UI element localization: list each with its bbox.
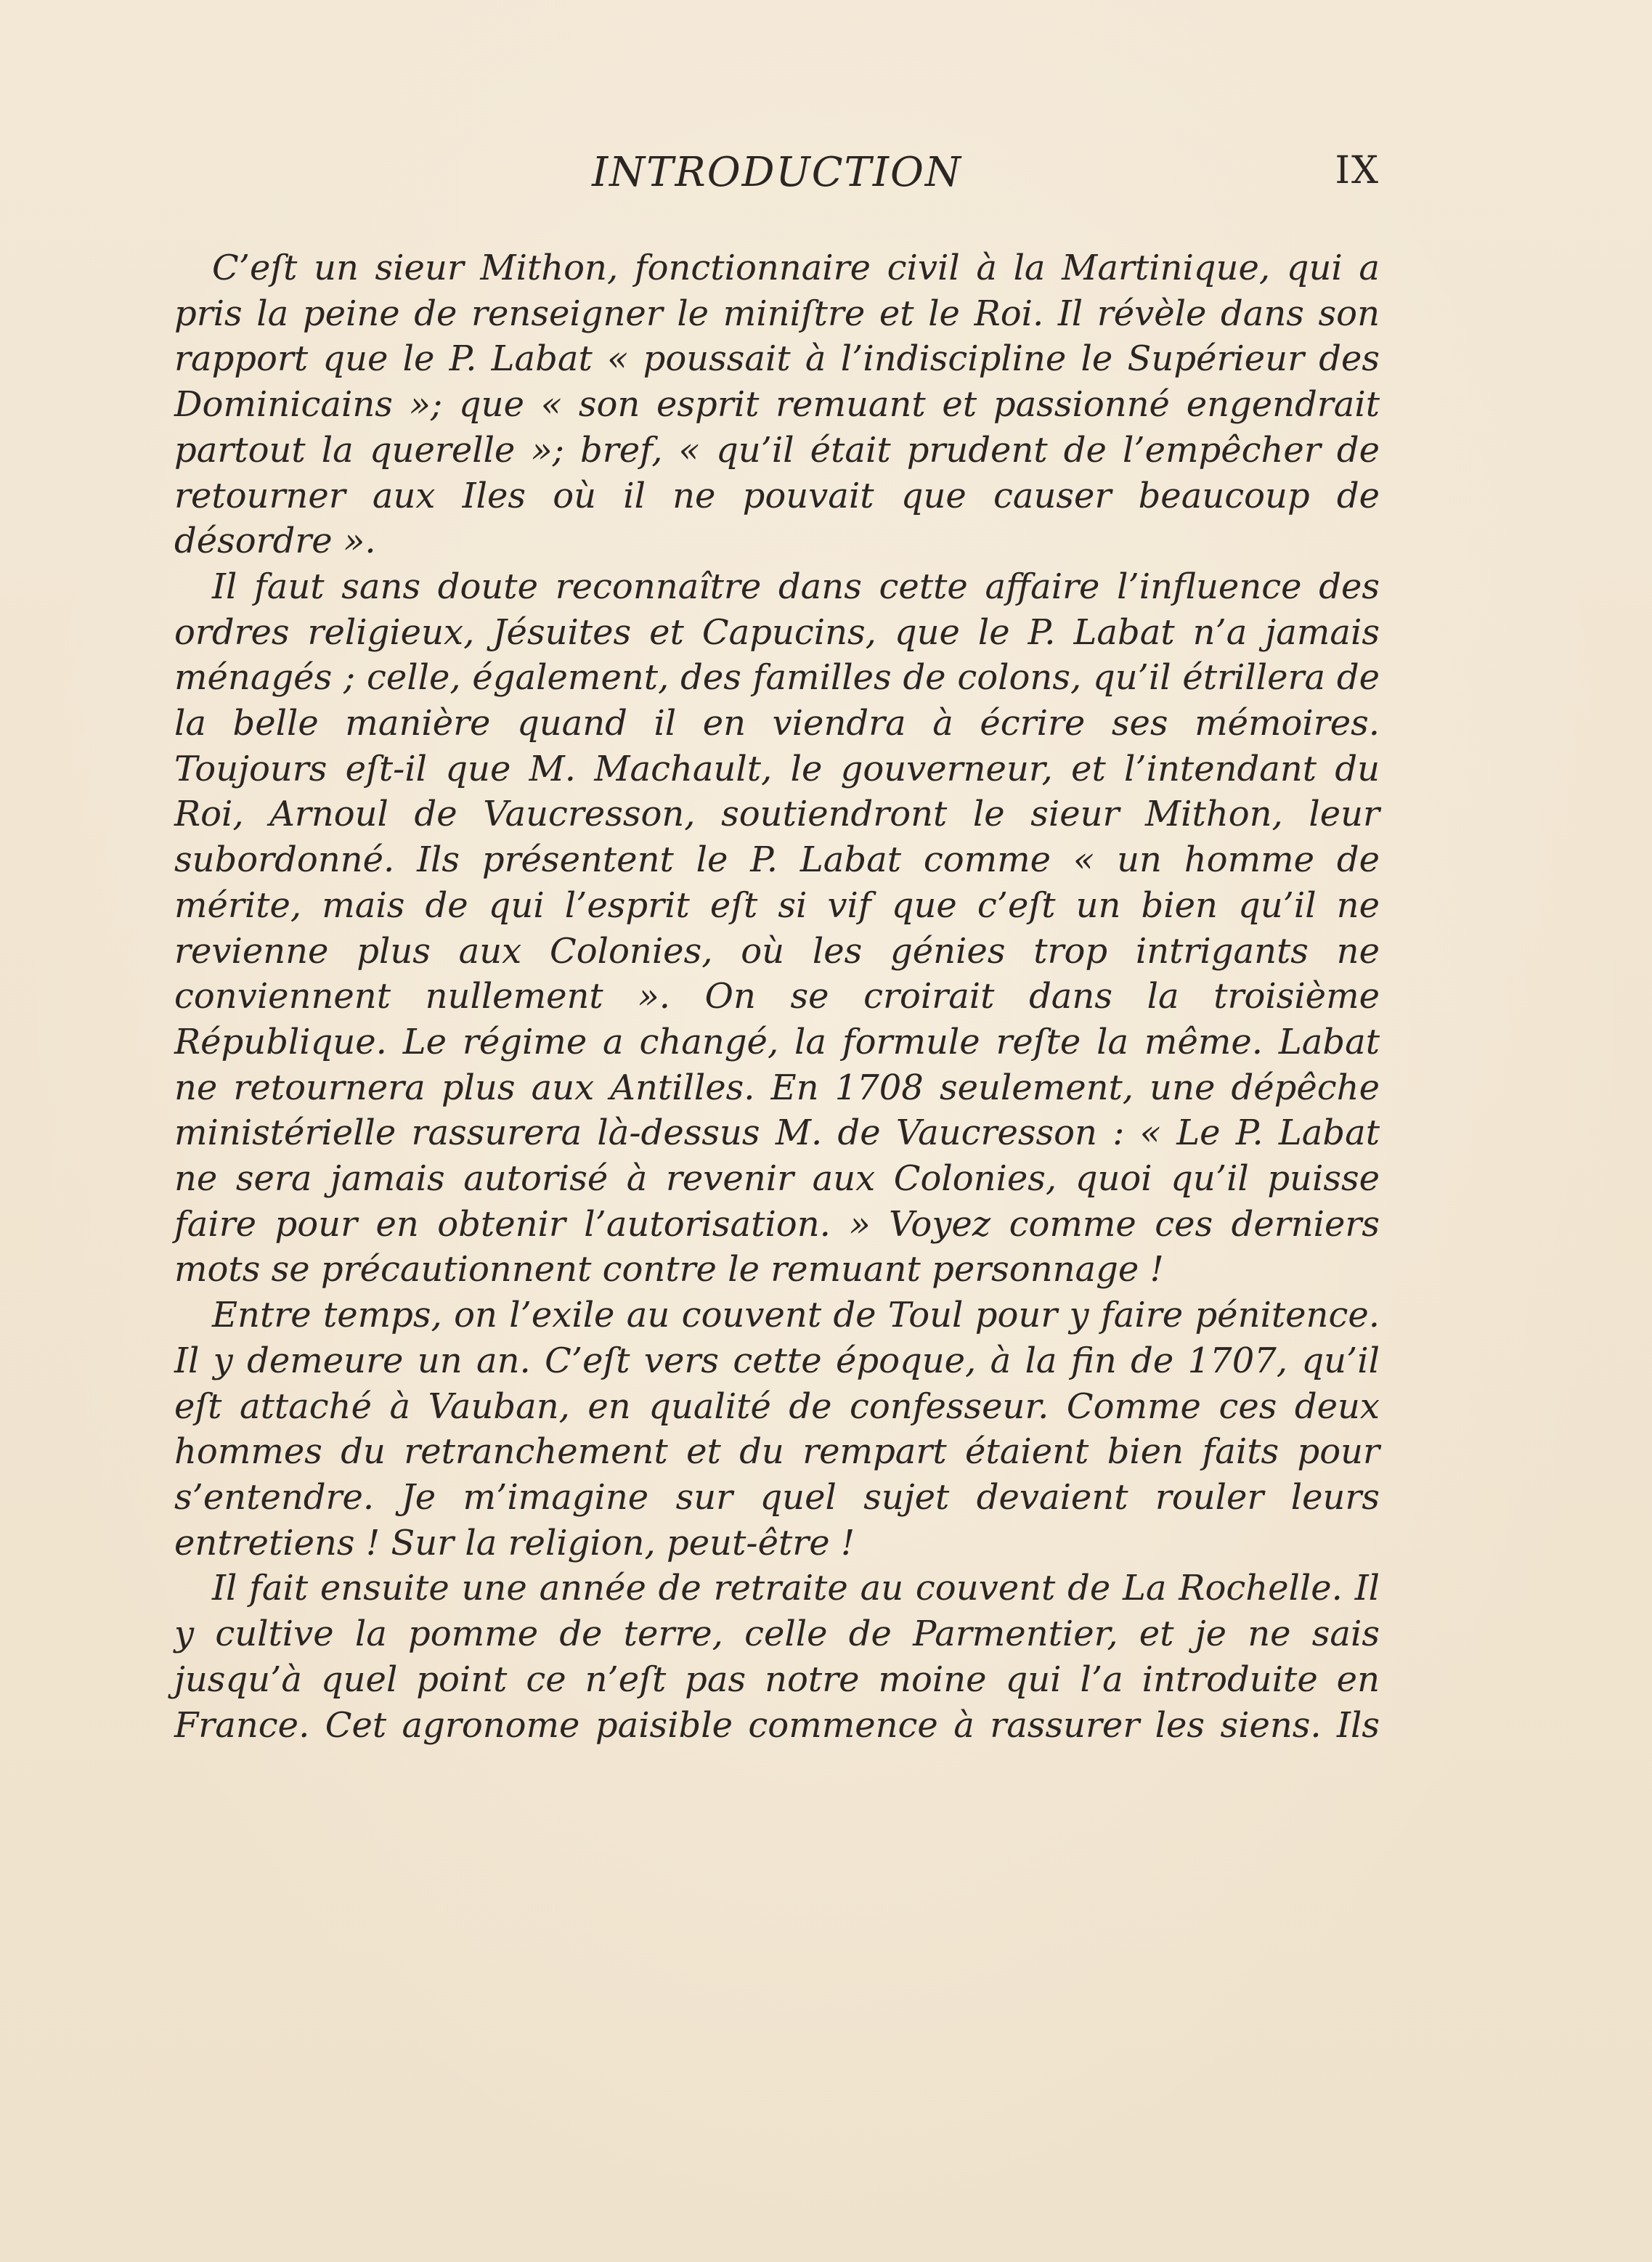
paragraph-1: C’eſt un sieur Mithon, fonctionnaire civil à la Martinique, qui a pris la peine de renseigner le miniſtre et le Roi. Il révèle dans son rapport que le P. Labat « poussait à l’indiscipline le Supérieur des Dominicains »; que « son esprit remuant et passionné engendrait partout la querelle »; bref, « qu’il était prudent de l’empêcher de retourner aux Iles où il ne pouvait que causer beaucoup de désordre ». (174, 248, 1380, 562)
page-number: IX (1335, 149, 1380, 192)
paragraph-4: Il fait ensuite une année de retraite au couvent de La Rochelle. Il y cultive la pomme de terre, celle de Parmentier, et je ne sais jusqu’à quel point ce n’eſt pas notre moine qui l’a introduite en France. Cet agronome paisible commence à rassurer les siens. Ils (174, 1568, 1380, 1746)
running-head: INTRODUCTION (592, 149, 962, 196)
paragraph-2: Il faut sans doute reconnaître dans cette affaire l’influence des ordres religieux, Jésuites et Capucins, que le P. Labat n’a jamais ménagés ; celle, également, des familles de colons, qu’il étrillera de la belle manière quand il en viendra à écrire ses mémoires. Toujours eſt-il que M. Machault, le gouverneur, et l’intendant du Roi, Arnoul de Vaucresson, soutiendront le sieur Mithon, leur subordonné. Ils présentent le P. Labat comme « un homme de mérite, mais de qui l’esprit eſt si vif que c’eſt un bien qu’il ne revienne plus aux Colonies, où les génies trop intrigants ne conviennent nullement ». On se croirait dans la troisième République. Le régime a changé, la formule reſte la même. Labat ne retournera plus aux Antilles. En 1708 seulement, une dépêche ministérielle rassurera là-dessus M. de Vaucresson : « Le P. Labat ne sera jamais autorisé à revenir aux Colonies, quoi qu’il puisse faire pour en obtenir l’autorisation. » Voyez comme ces derniers mots se précautionnent contre le remuant personnage ! (174, 566, 1380, 1290)
page-header (174, 149, 1380, 207)
paragraph-3: Entre temps, on l’exile au couvent de Toul pour y faire pénitence. Il y demeure un an. C’eſt vers cette époque, à la fin de 1707, qu’il eſt attaché à Vauban, en qualité de confesseur. Comme ces deux hommes du retranchement et du rempart étaient bien faits pour s’entendre. Je m’imagine sur quel sujet devaient rouler leurs entretiens ! Sur la religion, peut-être ! (174, 1295, 1380, 1563)
body-text (174, 245, 1380, 1748)
